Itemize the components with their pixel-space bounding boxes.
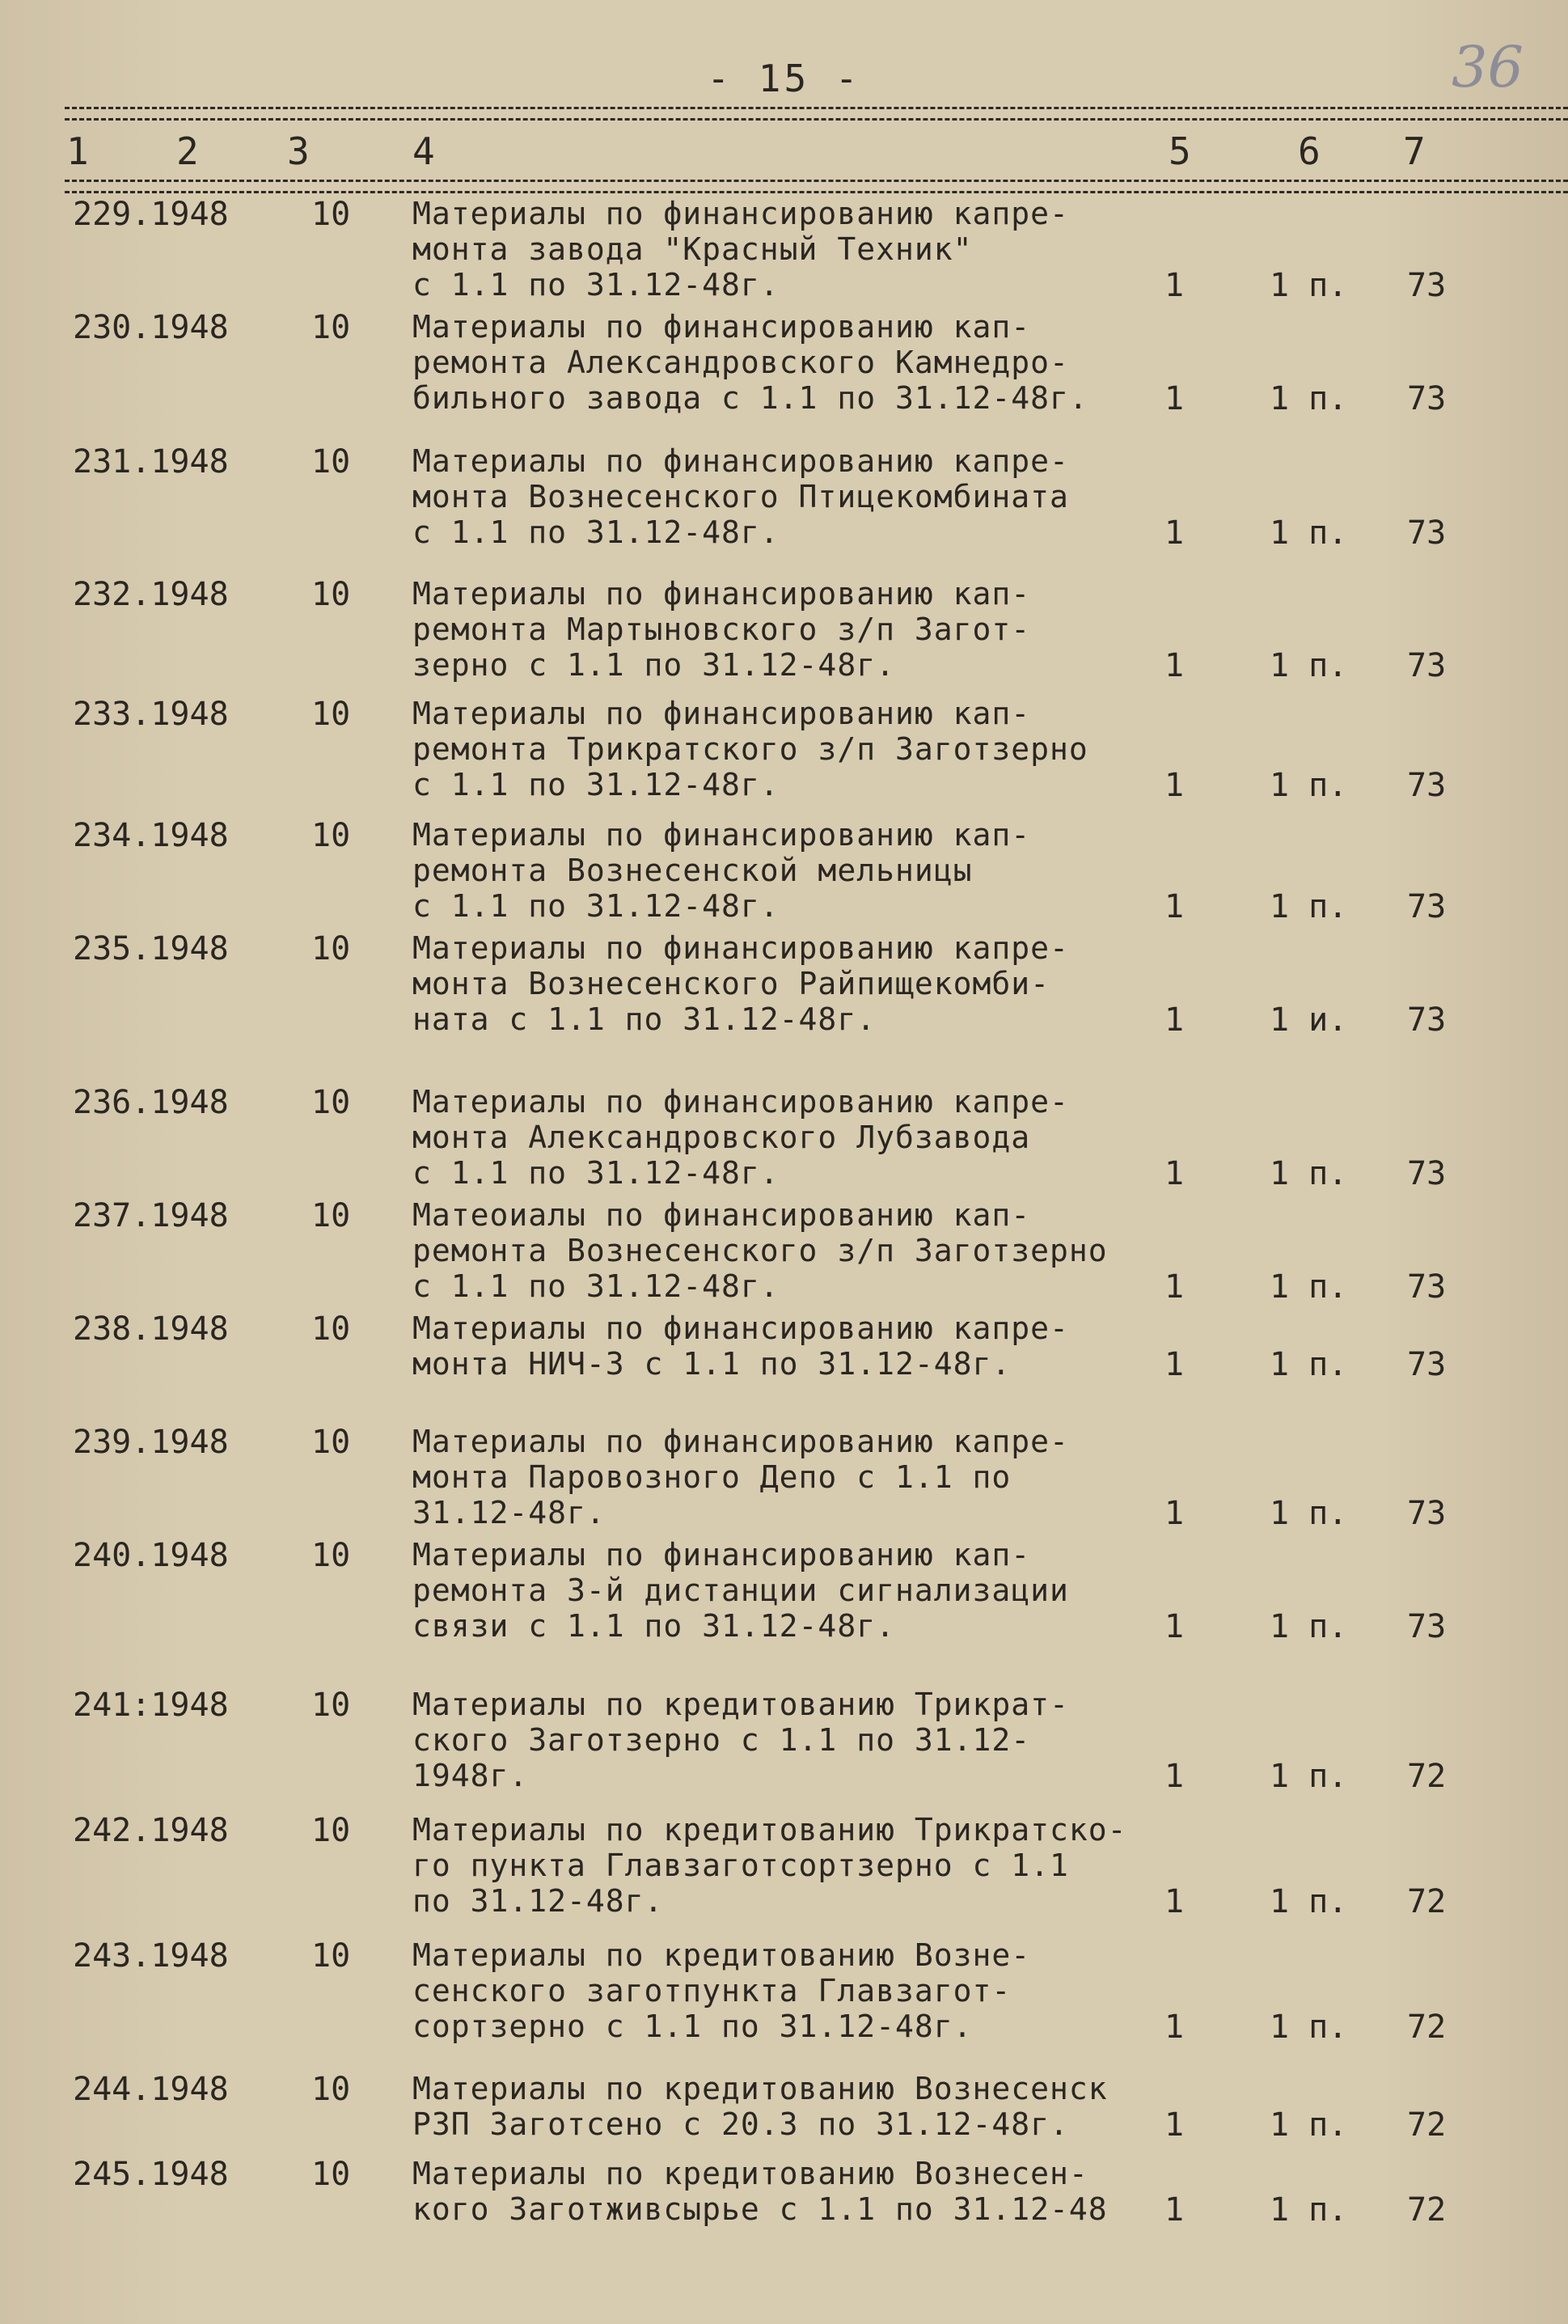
entry-count: 1: [1164, 888, 1185, 925]
entry-term: 73: [1407, 1268, 1447, 1306]
entry-term: 72: [1407, 1883, 1447, 1920]
entry-count: 1: [1164, 1758, 1185, 1795]
description-line: монта Вознесенского Птицекомбината: [412, 479, 1069, 514]
entry-count: 1: [1164, 1495, 1185, 1532]
entry-number: 242.1948: [73, 1812, 229, 1849]
entry-description: [412, 576, 1164, 683]
description-line: ремонта Мартыновского з/п Загот-: [412, 612, 1031, 647]
column-header-4: 4: [412, 129, 435, 173]
entry-days: 10: [311, 817, 351, 854]
entry-number: 232.1948: [73, 576, 229, 613]
entry-count: 1: [1164, 1001, 1185, 1039]
description-line: кого Заготживсырье с 1.1 по 31.12-48: [412, 2191, 1108, 2227]
entry-number: 239.1948: [73, 1424, 229, 1461]
entry-count: 1: [1164, 1608, 1185, 1645]
entry-volume: 1 п.: [1270, 1268, 1348, 1306]
entry-days: 10: [311, 309, 351, 346]
entry-description: [412, 696, 1164, 802]
entry-term: 73: [1407, 514, 1447, 552]
description-line: монта Паровозного Депо с 1.1 по: [412, 1459, 1012, 1495]
entry-count: 1: [1164, 767, 1185, 804]
entry-volume: 1 п.: [1270, 2191, 1348, 2229]
entry-description: [412, 1937, 1164, 2044]
description-line: Материалы по финансированию кап-: [412, 576, 1031, 612]
description-line: Материалы по финансированию капре-: [412, 1310, 1069, 1346]
entry-volume: 1 п.: [1270, 514, 1348, 552]
column-header-6: 6: [1298, 129, 1321, 173]
entry-term: 72: [1407, 2106, 1447, 2144]
entry-volume: 1 п.: [1270, 1346, 1348, 1383]
entry-count: 1: [1164, 1346, 1185, 1383]
entry-number: 234.1948: [73, 817, 229, 854]
entry-term: 73: [1407, 1155, 1447, 1192]
entry-description: [412, 196, 1164, 303]
entry-description: [412, 817, 1164, 924]
entry-volume: 1 п.: [1270, 888, 1348, 925]
description-line: с 1.1 по 31.12-48г.: [412, 1268, 780, 1304]
description-line: ната с 1.1 по 31.12-48г.: [412, 1001, 877, 1037]
entry-term: 73: [1407, 647, 1447, 684]
entry-number: 233.1948: [73, 696, 229, 733]
entry-term: 73: [1407, 1346, 1447, 1383]
entry-volume: 1 п.: [1270, 1883, 1348, 1920]
description-line: Материалы по финансированию капре-: [412, 1084, 1069, 1120]
description-line: Материалы по кредитованию Трикрат-: [412, 1687, 1069, 1722]
divider: [65, 118, 1568, 121]
description-line: Материалы по финансированию кап-: [412, 309, 1031, 345]
entry-number: 230.1948: [73, 309, 229, 346]
description-line: Материалы по финансированию кап-: [412, 1537, 1031, 1573]
entry-term: 73: [1407, 267, 1447, 304]
entry-term: 73: [1407, 1001, 1447, 1039]
column-header-5: 5: [1169, 129, 1191, 173]
entry-volume: 1 п.: [1270, 2009, 1348, 2046]
entry-number: 229.1948: [73, 196, 229, 233]
entry-days: 10: [311, 930, 351, 967]
entry-volume: 1 п.: [1270, 767, 1348, 804]
description-line: с 1.1 по 31.12-48г.: [412, 514, 780, 550]
entry-number: 240.1948: [73, 1537, 229, 1574]
entry-days: 10: [311, 1424, 351, 1461]
description-line: ремонта Александровского Камнедро-: [412, 345, 1069, 380]
entry-count: 1: [1164, 2009, 1185, 2046]
entry-term: 73: [1407, 380, 1447, 417]
entry-number: 243.1948: [73, 1937, 229, 1975]
entry-count: 1: [1164, 1883, 1185, 1920]
entry-days: 10: [311, 1084, 351, 1121]
entry-term: 73: [1407, 1608, 1447, 1645]
description-line: по 31.12-48г.: [412, 1883, 664, 1919]
description-line: монта завода "Красный Техник": [412, 231, 973, 267]
description-line: Матеоиалы по финансированию кап-: [412, 1197, 1031, 1233]
entry-number: 237.1948: [73, 1197, 229, 1234]
entry-days: 10: [311, 1937, 351, 1975]
entry-count: 1: [1164, 647, 1185, 684]
entry-count: 1: [1164, 2191, 1185, 2229]
entry-description: [412, 2156, 1164, 2227]
entry-days: 10: [311, 2071, 351, 2108]
entry-days: 10: [311, 576, 351, 613]
description-line: Материалы по финансированию капре-: [412, 930, 1069, 966]
entry-term: 73: [1407, 767, 1447, 804]
entry-description: [412, 1424, 1164, 1530]
entry-term: 72: [1407, 2191, 1447, 2229]
description-line: с 1.1 по 31.12-48г.: [412, 767, 780, 802]
entry-number: 231.1948: [73, 443, 229, 480]
description-line: связи с 1.1 по 31.12-48г.: [412, 1608, 895, 1644]
entry-term: 72: [1407, 2009, 1447, 2046]
description-line: 31.12-48г.: [412, 1495, 606, 1530]
entry-days: 10: [311, 1197, 351, 1234]
description-line: Материалы по кредитованию Трикратско-: [412, 1812, 1127, 1848]
entry-number: 238.1948: [73, 1310, 229, 1348]
description-line: ремонта 3-й дистанции сигнализации: [412, 1573, 1069, 1608]
entry-days: 10: [311, 443, 351, 480]
entry-number: 241:1948: [73, 1687, 229, 1724]
description-line: монта Вознесенского Райпищекомби-: [412, 966, 1050, 1001]
entry-term: 73: [1407, 1495, 1447, 1532]
entry-volume: 1 п.: [1270, 2106, 1348, 2144]
entry-days: 10: [311, 2156, 351, 2193]
entry-number: 244.1948: [73, 2071, 229, 2108]
entry-count: 1: [1164, 380, 1185, 417]
entry-description: [412, 1812, 1164, 1919]
entry-days: 10: [311, 1310, 351, 1348]
description-line: Материалы по финансированию капре-: [412, 1424, 1069, 1459]
entry-volume: 1 п.: [1270, 1155, 1348, 1192]
description-line: Материалы по финансированию кап-: [412, 817, 1031, 853]
entry-count: 1: [1164, 2106, 1185, 2144]
description-line: Материалы по кредитованию Вознесенск: [412, 2071, 1108, 2106]
column-header-3: 3: [287, 129, 310, 173]
description-line: ремонта Вознесенского з/п Заготзерно: [412, 1233, 1108, 1268]
entry-description: [412, 1310, 1164, 1382]
entry-number: 235.1948: [73, 930, 229, 967]
description-line: бильного завода с 1.1 по 31.12-48г.: [412, 380, 1088, 416]
entry-days: 10: [311, 696, 351, 733]
entry-days: 10: [311, 1537, 351, 1574]
description-line: Материалы по финансированию кап-: [412, 696, 1031, 731]
entry-count: 1: [1164, 1268, 1185, 1306]
entry-count: 1: [1164, 1155, 1185, 1192]
description-line: с 1.1 по 31.12-48г.: [412, 267, 780, 303]
description-line: го пункта Главзаготсортзерно с 1.1: [412, 1848, 1069, 1883]
entry-term: 72: [1407, 1758, 1447, 1795]
entry-volume: 1 п.: [1270, 647, 1348, 684]
column-header-1: 1: [66, 129, 89, 173]
entry-description: [412, 930, 1164, 1037]
description-line: ремонта Вознесенской мельницы: [412, 853, 973, 888]
description-line: РЗП Заготсено с 20.3 по 31.12-48г.: [412, 2106, 1069, 2142]
description-line: зерно с 1.1 по 31.12-48г.: [412, 647, 895, 683]
divider: [65, 180, 1568, 182]
entry-description: [412, 1084, 1164, 1191]
entry-volume: 1 п.: [1270, 1495, 1348, 1532]
description-line: с 1.1 по 31.12-48г.: [412, 1155, 780, 1191]
entry-description: [412, 1197, 1164, 1304]
description-line: 1948г.: [412, 1758, 529, 1793]
entry-description: [412, 1537, 1164, 1644]
description-line: Материалы по кредитованию Вознесен-: [412, 2156, 1088, 2191]
column-header-7: 7: [1403, 129, 1426, 173]
entry-volume: 1 п.: [1270, 1608, 1348, 1645]
divider: [65, 191, 1568, 193]
description-line: сенского заготпункта Главзагот-: [412, 1973, 1012, 2009]
description-line: Материалы по финансированию капре-: [412, 443, 1069, 479]
entry-volume: 1 п.: [1270, 380, 1348, 417]
entry-volume: 1 п.: [1270, 1758, 1348, 1795]
entry-count: 1: [1164, 514, 1185, 552]
entry-count: 1: [1164, 267, 1185, 304]
description-line: с 1.1 по 31.12-48г.: [412, 888, 780, 924]
entry-volume: 1 п.: [1270, 267, 1348, 304]
description-line: ремонта Трикратского з/п Заготзерно: [412, 731, 1088, 767]
description-line: Материалы по финансированию капре-: [412, 196, 1069, 231]
column-header-2: 2: [176, 129, 199, 173]
entry-days: 10: [311, 1687, 351, 1724]
entry-days: 10: [311, 196, 351, 233]
entry-description: [412, 2071, 1164, 2142]
entry-term: 73: [1407, 888, 1447, 925]
entry-number: 236.1948: [73, 1084, 229, 1121]
entry-days: 10: [311, 1812, 351, 1849]
archive-page-number: 36: [1452, 34, 1524, 100]
description-line: сортзерно с 1.1 по 31.12-48г.: [412, 2009, 973, 2044]
description-line: монта НИЧ-3 с 1.1 по 31.12-48г.: [412, 1346, 1012, 1382]
entry-description: [412, 1687, 1164, 1793]
divider: [65, 107, 1568, 109]
entry-description: [412, 443, 1164, 550]
entry-number: 245.1948: [73, 2156, 229, 2193]
entry-description: [412, 309, 1164, 416]
description-line: ского Заготзерно с 1.1 по 31.12-: [412, 1722, 1031, 1758]
page-number: - 15 -: [707, 57, 861, 100]
entry-volume: 1 и.: [1270, 1001, 1348, 1039]
description-line: монта Александровского Лубзавода: [412, 1120, 1031, 1155]
description-line: Материалы по кредитованию Возне-: [412, 1937, 1031, 1973]
